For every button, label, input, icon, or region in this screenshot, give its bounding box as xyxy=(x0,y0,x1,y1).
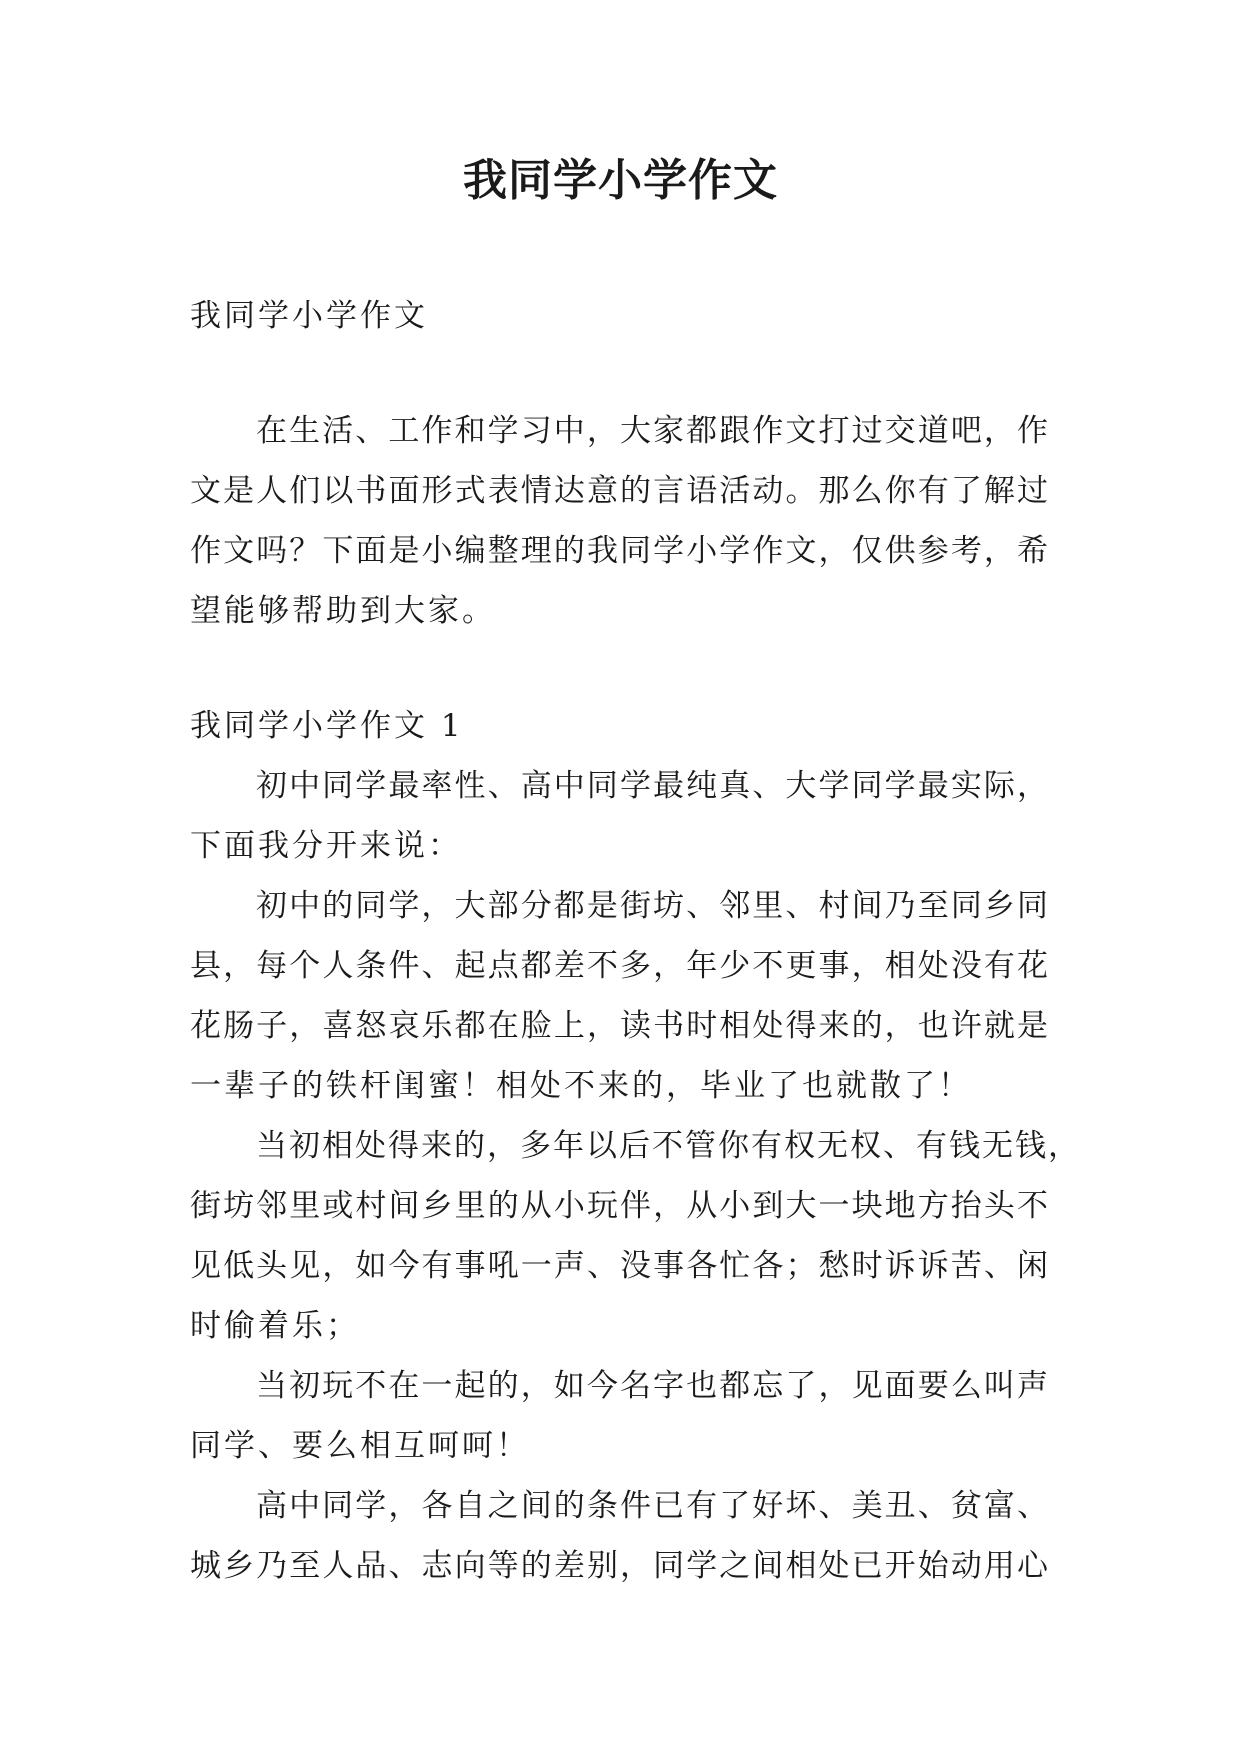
body-line: 见低头见，如今有事吼一声、没事各忙各；愁时诉诉苦、闲 xyxy=(190,1248,1050,1284)
body-line: 初中同学最率性、高中同学最纯真、大学同学最实际， xyxy=(256,768,1050,804)
body-line: 时偷着乐； xyxy=(190,1308,360,1344)
intro-line: 作文吗？下面是小编整理的我同学小学作文，仅供参考，希 xyxy=(190,533,1050,569)
body-line: 一辈子的铁杆闺蜜！相处不来的，毕业了也就散了！ xyxy=(190,1068,972,1104)
document-subtitle: 我同学小学作文 xyxy=(190,298,428,334)
body-line: 初中的同学，大部分都是街坊、邻里、村间乃至同乡同 xyxy=(256,888,1050,924)
intro-paragraph xyxy=(190,401,1050,641)
document-title: 我同学小学作文 xyxy=(463,155,778,206)
body-line: 县，每个人条件、起点都差不多，年少不更事，相处没有花 xyxy=(190,948,1050,984)
body-line: 城乡乃至人品、志向等的差别，同学之间相处已开始动用心 xyxy=(190,1548,1050,1584)
body-line: 当初玩不在一起的，如今名字也都忘了，见面要么叫声 xyxy=(256,1368,1050,1404)
section-body xyxy=(190,756,1081,1596)
body-line: 同学、要么相互呵呵！ xyxy=(190,1428,530,1464)
document-body xyxy=(190,286,1081,1596)
body-line: 街坊邻里或村间乡里的从小玩伴，从小到大一块地方抬头不 xyxy=(190,1188,1050,1224)
section-heading: 我同学小学作文 1 xyxy=(190,708,464,744)
body-line: 花肠子，喜怒哀乐都在脸上，读书时相处得来的，也许就是 xyxy=(190,1008,1050,1044)
intro-line: 文是人们以书面形式表情达意的言语活动。那么你有了解过 xyxy=(190,473,1050,509)
intro-line: 望能够帮助到大家。 xyxy=(190,593,496,629)
body-line: 下面我分开来说： xyxy=(190,828,462,864)
intro-line: 在生活、工作和学习中，大家都跟作文打过交道吧，作 xyxy=(256,413,1050,449)
spacer xyxy=(190,641,1050,696)
body-line: 高中同学，各自之间的条件已有了好坏、美丑、贫富、 xyxy=(256,1488,1050,1524)
body-line: 当初相处得来的，多年以后不管你有权无权、有钱无钱， xyxy=(256,1128,1081,1164)
spacer xyxy=(190,346,1050,401)
